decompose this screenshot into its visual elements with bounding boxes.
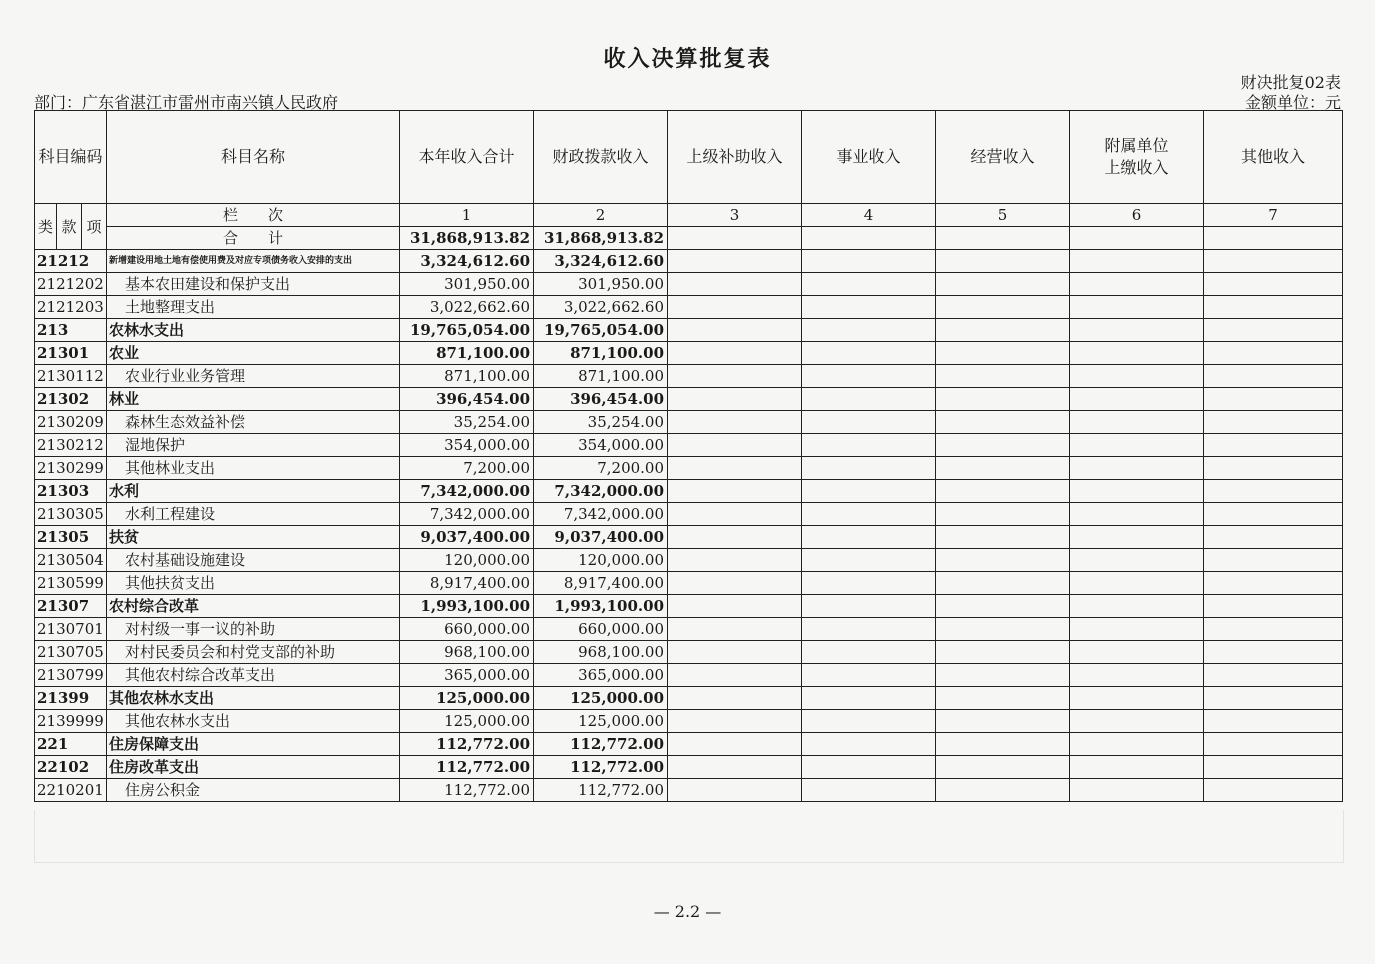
header-business: 事业收入 bbox=[802, 111, 936, 204]
row-fiscal: 3,324,612.60 bbox=[534, 250, 668, 273]
row-fiscal: 19,765,054.00 bbox=[534, 319, 668, 342]
row-empty-cell bbox=[802, 365, 936, 388]
row-empty-cell bbox=[668, 434, 802, 457]
row-empty-cell bbox=[802, 342, 936, 365]
row-empty-cell bbox=[1070, 618, 1204, 641]
row-code: 2121203 bbox=[35, 296, 107, 319]
total-fiscal: 31,868,913.82 bbox=[534, 227, 668, 250]
row-empty-cell bbox=[668, 618, 802, 641]
table-row bbox=[35, 687, 1343, 710]
row-code: 2130299 bbox=[35, 457, 107, 480]
row-name: 住房改革支出 bbox=[107, 756, 400, 779]
row-total: 354,000.00 bbox=[400, 434, 534, 457]
sub-xiang: 项 bbox=[82, 204, 107, 250]
row-empty-cell bbox=[1204, 411, 1343, 434]
row-empty-cell bbox=[1070, 480, 1204, 503]
sub-lei: 类 bbox=[35, 204, 57, 250]
row-empty-cell bbox=[936, 710, 1070, 733]
row-name: 农业 bbox=[107, 342, 400, 365]
row-code: 21399 bbox=[35, 687, 107, 710]
col-num-5: 5 bbox=[936, 204, 1070, 227]
row-total: 7,342,000.00 bbox=[400, 503, 534, 526]
col-num-4: 4 bbox=[802, 204, 936, 227]
row-empty-cell bbox=[668, 365, 802, 388]
row-empty-cell bbox=[1070, 756, 1204, 779]
row-empty-cell bbox=[1204, 342, 1343, 365]
row-fiscal: 112,772.00 bbox=[534, 779, 668, 802]
row-empty-cell bbox=[936, 733, 1070, 756]
row-empty-cell bbox=[1204, 503, 1343, 526]
row-total: 1,993,100.00 bbox=[400, 595, 534, 618]
row-empty-cell bbox=[1070, 572, 1204, 595]
row-empty-cell bbox=[936, 664, 1070, 687]
row-name: 其他农林水支出 bbox=[107, 710, 400, 733]
table-row bbox=[35, 572, 1343, 595]
row-total: 301,950.00 bbox=[400, 273, 534, 296]
row-empty-cell bbox=[668, 710, 802, 733]
row-empty-cell bbox=[802, 756, 936, 779]
table-row bbox=[35, 388, 1343, 411]
row-empty-cell bbox=[936, 503, 1070, 526]
page-number: — 2.2 — bbox=[653, 902, 722, 921]
row-empty-cell bbox=[802, 457, 936, 480]
row-empty-cell bbox=[668, 687, 802, 710]
row-total: 396,454.00 bbox=[400, 388, 534, 411]
row-name: 湿地保护 bbox=[107, 434, 400, 457]
header-affiliated bbox=[1070, 111, 1204, 204]
row-empty-cell bbox=[668, 526, 802, 549]
row-name: 其他扶贫支出 bbox=[107, 572, 400, 595]
col-num-1: 1 bbox=[400, 204, 534, 227]
row-empty-cell bbox=[668, 756, 802, 779]
row-code: 2130799 bbox=[35, 664, 107, 687]
table-row bbox=[35, 526, 1343, 549]
row-fiscal: 35,254.00 bbox=[534, 411, 668, 434]
table-row bbox=[35, 641, 1343, 664]
header-operating: 经营收入 bbox=[936, 111, 1070, 204]
row-name: 其他林业支出 bbox=[107, 457, 400, 480]
row-empty-cell bbox=[1070, 664, 1204, 687]
row-name: 土地整理支出 bbox=[107, 296, 400, 319]
row-name: 扶贫 bbox=[107, 526, 400, 549]
table-row bbox=[35, 595, 1343, 618]
row-code: 21307 bbox=[35, 595, 107, 618]
row-total: 3,022,662.60 bbox=[400, 296, 534, 319]
row-empty-cell bbox=[802, 273, 936, 296]
row-empty-cell bbox=[668, 250, 802, 273]
row-total: 112,772.00 bbox=[400, 733, 534, 756]
header-superior: 上级补助收入 bbox=[668, 111, 802, 204]
row-name: 住房公积金 bbox=[107, 779, 400, 802]
form-number: 财决批复02表 bbox=[1240, 73, 1341, 92]
col-num-2: 2 bbox=[534, 204, 668, 227]
row-fiscal: 9,037,400.00 bbox=[534, 526, 668, 549]
row-empty-cell bbox=[668, 664, 802, 687]
row-name: 住房保障支出 bbox=[107, 733, 400, 756]
row-empty-cell bbox=[1070, 503, 1204, 526]
row-empty-cell bbox=[936, 687, 1070, 710]
table-row bbox=[35, 733, 1343, 756]
row-fiscal: 125,000.00 bbox=[534, 710, 668, 733]
row-fiscal: 7,342,000.00 bbox=[534, 503, 668, 526]
row-empty-cell bbox=[1070, 319, 1204, 342]
header-other: 其他收入 bbox=[1204, 111, 1343, 204]
row-fiscal: 354,000.00 bbox=[534, 434, 668, 457]
table-row bbox=[35, 457, 1343, 480]
table-row bbox=[35, 365, 1343, 388]
row-empty-cell bbox=[1070, 595, 1204, 618]
row-empty-cell bbox=[802, 687, 936, 710]
sub-lanci: 栏 次 bbox=[107, 204, 400, 227]
table-row bbox=[35, 250, 1343, 273]
row-empty-cell bbox=[1070, 710, 1204, 733]
row-empty-cell bbox=[1070, 733, 1204, 756]
row-empty-cell bbox=[668, 503, 802, 526]
row-empty-cell bbox=[1204, 733, 1343, 756]
row-empty-cell bbox=[802, 388, 936, 411]
row-empty-cell bbox=[936, 526, 1070, 549]
row-empty-cell bbox=[1204, 710, 1343, 733]
row-code: 21302 bbox=[35, 388, 107, 411]
row-empty-cell bbox=[1070, 250, 1204, 273]
row-empty-cell bbox=[668, 733, 802, 756]
row-empty-cell bbox=[1070, 687, 1204, 710]
row-code: 2130209 bbox=[35, 411, 107, 434]
row-empty-cell bbox=[802, 595, 936, 618]
row-empty-cell bbox=[936, 250, 1070, 273]
header-affiliated-line2: 上缴收入 bbox=[1104, 158, 1169, 177]
table-row bbox=[35, 779, 1343, 802]
row-fiscal: 112,772.00 bbox=[534, 756, 668, 779]
row-name: 农业行业业务管理 bbox=[107, 365, 400, 388]
row-fiscal: 1,993,100.00 bbox=[534, 595, 668, 618]
row-empty-cell bbox=[668, 273, 802, 296]
row-empty-cell bbox=[802, 572, 936, 595]
row-empty-cell bbox=[802, 296, 936, 319]
table-row bbox=[35, 342, 1343, 365]
row-empty-cell bbox=[936, 641, 1070, 664]
row-empty-cell bbox=[1204, 457, 1343, 480]
row-empty-cell bbox=[936, 779, 1070, 802]
row-empty-cell bbox=[668, 319, 802, 342]
row-empty-cell bbox=[1070, 342, 1204, 365]
row-fiscal: 3,022,662.60 bbox=[534, 296, 668, 319]
row-code: 21305 bbox=[35, 526, 107, 549]
row-empty-cell bbox=[1204, 549, 1343, 572]
row-code: 21212 bbox=[35, 250, 107, 273]
row-empty-cell bbox=[668, 641, 802, 664]
row-code: 22102 bbox=[35, 756, 107, 779]
row-empty-cell bbox=[802, 411, 936, 434]
row-name: 基本农田建设和保护支出 bbox=[107, 273, 400, 296]
row-total: 7,200.00 bbox=[400, 457, 534, 480]
table-row bbox=[35, 503, 1343, 526]
row-empty-cell bbox=[936, 273, 1070, 296]
row-name: 其他农村综合改革支出 bbox=[107, 664, 400, 687]
row-empty-cell bbox=[668, 595, 802, 618]
row-fiscal: 968,100.00 bbox=[534, 641, 668, 664]
row-fiscal: 365,000.00 bbox=[534, 664, 668, 687]
row-code: 21303 bbox=[35, 480, 107, 503]
row-empty-cell bbox=[936, 595, 1070, 618]
row-empty-cell bbox=[1204, 687, 1343, 710]
row-empty-cell bbox=[802, 503, 936, 526]
row-empty-cell bbox=[802, 733, 936, 756]
col-num-6: 6 bbox=[1070, 204, 1204, 227]
row-code: 2130305 bbox=[35, 503, 107, 526]
header-name: 科目名称 bbox=[107, 111, 400, 204]
row-fiscal: 660,000.00 bbox=[534, 618, 668, 641]
row-empty-cell bbox=[668, 572, 802, 595]
row-total: 871,100.00 bbox=[400, 342, 534, 365]
row-empty-cell bbox=[1204, 779, 1343, 802]
row-code: 2130212 bbox=[35, 434, 107, 457]
row-empty-cell bbox=[802, 779, 936, 802]
header-fiscal: 财政拨款收入 bbox=[534, 111, 668, 204]
row-code: 2130504 bbox=[35, 549, 107, 572]
table-row bbox=[35, 664, 1343, 687]
row-empty-cell bbox=[802, 549, 936, 572]
row-total: 125,000.00 bbox=[400, 687, 534, 710]
total-row bbox=[35, 227, 1343, 250]
row-empty-cell bbox=[802, 434, 936, 457]
row-empty-cell bbox=[668, 779, 802, 802]
row-empty-cell bbox=[1070, 388, 1204, 411]
table-row bbox=[35, 434, 1343, 457]
table-row bbox=[35, 756, 1343, 779]
row-code: 2139999 bbox=[35, 710, 107, 733]
row-total: 19,765,054.00 bbox=[400, 319, 534, 342]
row-empty-cell bbox=[936, 319, 1070, 342]
header-code: 科目编码 bbox=[35, 111, 107, 204]
table-row bbox=[35, 549, 1343, 572]
row-empty-cell bbox=[1204, 480, 1343, 503]
row-empty-cell bbox=[1204, 618, 1343, 641]
row-empty-cell bbox=[802, 710, 936, 733]
row-empty-cell bbox=[802, 641, 936, 664]
row-total: 125,000.00 bbox=[400, 710, 534, 733]
row-empty-cell bbox=[668, 296, 802, 319]
row-empty-cell bbox=[936, 388, 1070, 411]
row-total: 112,772.00 bbox=[400, 779, 534, 802]
row-empty-cell bbox=[936, 618, 1070, 641]
row-empty-cell bbox=[936, 549, 1070, 572]
row-total: 112,772.00 bbox=[400, 756, 534, 779]
sub-kuan: 款 bbox=[57, 204, 82, 250]
row-total: 8,917,400.00 bbox=[400, 572, 534, 595]
row-empty-cell bbox=[1204, 434, 1343, 457]
row-name: 林业 bbox=[107, 388, 400, 411]
row-total: 365,000.00 bbox=[400, 664, 534, 687]
table-row bbox=[35, 710, 1343, 733]
row-empty-cell bbox=[1070, 641, 1204, 664]
row-empty-cell bbox=[802, 526, 936, 549]
header-row bbox=[35, 111, 1343, 204]
row-total: 120,000.00 bbox=[400, 549, 534, 572]
page-title: 收入决算批复表 bbox=[603, 47, 772, 72]
amount-unit: 金额单位：元 bbox=[1244, 93, 1341, 112]
row-name: 其他农林水支出 bbox=[107, 687, 400, 710]
row-empty-cell bbox=[1204, 664, 1343, 687]
row-fiscal: 301,950.00 bbox=[534, 273, 668, 296]
row-fiscal: 7,200.00 bbox=[534, 457, 668, 480]
row-empty-cell bbox=[802, 664, 936, 687]
row-empty-cell bbox=[936, 572, 1070, 595]
row-empty-cell bbox=[936, 457, 1070, 480]
row-name: 新增建设用地土地有偿使用费及对应专项债务收入安排的支出 bbox=[107, 250, 400, 273]
department-label: 部门：广东省湛江市雷州市南兴镇人民政府 bbox=[34, 93, 339, 112]
row-code: 2210201 bbox=[35, 779, 107, 802]
row-code: 2130599 bbox=[35, 572, 107, 595]
row-empty-cell bbox=[668, 342, 802, 365]
row-total: 35,254.00 bbox=[400, 411, 534, 434]
row-empty-cell bbox=[936, 342, 1070, 365]
row-total: 968,100.00 bbox=[400, 641, 534, 664]
row-name: 农村综合改革 bbox=[107, 595, 400, 618]
row-name: 水利工程建设 bbox=[107, 503, 400, 526]
row-total: 660,000.00 bbox=[400, 618, 534, 641]
row-code: 2130705 bbox=[35, 641, 107, 664]
table-row bbox=[35, 273, 1343, 296]
row-name: 农村基础设施建设 bbox=[107, 549, 400, 572]
row-empty-cell bbox=[936, 756, 1070, 779]
row-code: 2130701 bbox=[35, 618, 107, 641]
row-fiscal: 7,342,000.00 bbox=[534, 480, 668, 503]
row-empty-cell bbox=[1070, 411, 1204, 434]
table-row bbox=[35, 618, 1343, 641]
row-empty-cell bbox=[1204, 595, 1343, 618]
row-fiscal: 871,100.00 bbox=[534, 342, 668, 365]
row-empty-cell bbox=[936, 365, 1070, 388]
row-code: 213 bbox=[35, 319, 107, 342]
row-empty-cell bbox=[1204, 296, 1343, 319]
row-empty-cell bbox=[802, 319, 936, 342]
row-name: 农林水支出 bbox=[107, 319, 400, 342]
row-empty-cell bbox=[668, 457, 802, 480]
row-fiscal: 8,917,400.00 bbox=[534, 572, 668, 595]
total-label: 合 计 bbox=[107, 227, 400, 250]
row-fiscal: 112,772.00 bbox=[534, 733, 668, 756]
row-code: 21301 bbox=[35, 342, 107, 365]
row-empty-cell bbox=[668, 411, 802, 434]
row-empty-cell bbox=[1204, 572, 1343, 595]
row-empty-cell bbox=[802, 480, 936, 503]
show-through-table-ghost bbox=[34, 810, 1344, 863]
col-num-3: 3 bbox=[668, 204, 802, 227]
row-empty-cell bbox=[802, 250, 936, 273]
row-total: 7,342,000.00 bbox=[400, 480, 534, 503]
row-empty-cell bbox=[1204, 273, 1343, 296]
table-row bbox=[35, 296, 1343, 319]
row-empty-cell bbox=[1070, 365, 1204, 388]
row-empty-cell bbox=[1070, 273, 1204, 296]
row-empty-cell bbox=[1070, 457, 1204, 480]
row-name: 对村民委员会和村党支部的补助 bbox=[107, 641, 400, 664]
row-name: 水利 bbox=[107, 480, 400, 503]
table-row bbox=[35, 319, 1343, 342]
row-total: 9,037,400.00 bbox=[400, 526, 534, 549]
row-fiscal: 396,454.00 bbox=[534, 388, 668, 411]
row-empty-cell bbox=[1204, 388, 1343, 411]
row-fiscal: 125,000.00 bbox=[534, 687, 668, 710]
row-code: 2130112 bbox=[35, 365, 107, 388]
row-empty-cell bbox=[1204, 365, 1343, 388]
row-empty-cell bbox=[1204, 319, 1343, 342]
row-empty-cell bbox=[1070, 549, 1204, 572]
row-name: 森林生态效益补偿 bbox=[107, 411, 400, 434]
row-total: 871,100.00 bbox=[400, 365, 534, 388]
row-empty-cell bbox=[1070, 296, 1204, 319]
row-empty-cell bbox=[668, 549, 802, 572]
header-total: 本年收入合计 bbox=[400, 111, 534, 204]
table-row bbox=[35, 480, 1343, 503]
row-empty-cell bbox=[802, 618, 936, 641]
header-affiliated-line1: 附属单位 bbox=[1104, 136, 1169, 155]
row-empty-cell bbox=[1204, 756, 1343, 779]
row-empty-cell bbox=[936, 411, 1070, 434]
row-empty-cell bbox=[1204, 250, 1343, 273]
row-empty-cell bbox=[668, 388, 802, 411]
row-empty-cell bbox=[668, 480, 802, 503]
row-code: 2121202 bbox=[35, 273, 107, 296]
revenue-table bbox=[34, 110, 1343, 802]
row-empty-cell bbox=[1204, 526, 1343, 549]
total-total: 31,868,913.82 bbox=[400, 227, 534, 250]
row-fiscal: 120,000.00 bbox=[534, 549, 668, 572]
row-empty-cell bbox=[936, 480, 1070, 503]
row-empty-cell bbox=[1070, 779, 1204, 802]
row-empty-cell bbox=[1070, 526, 1204, 549]
table-row bbox=[35, 411, 1343, 434]
row-code: 221 bbox=[35, 733, 107, 756]
row-empty-cell bbox=[1204, 641, 1343, 664]
row-empty-cell bbox=[936, 296, 1070, 319]
row-fiscal: 871,100.00 bbox=[534, 365, 668, 388]
column-number-row bbox=[35, 204, 1343, 227]
row-name: 对村级一事一议的补助 bbox=[107, 618, 400, 641]
row-empty-cell bbox=[1070, 434, 1204, 457]
row-empty-cell bbox=[936, 434, 1070, 457]
row-total: 3,324,612.60 bbox=[400, 250, 534, 273]
col-num-7: 7 bbox=[1204, 204, 1343, 227]
